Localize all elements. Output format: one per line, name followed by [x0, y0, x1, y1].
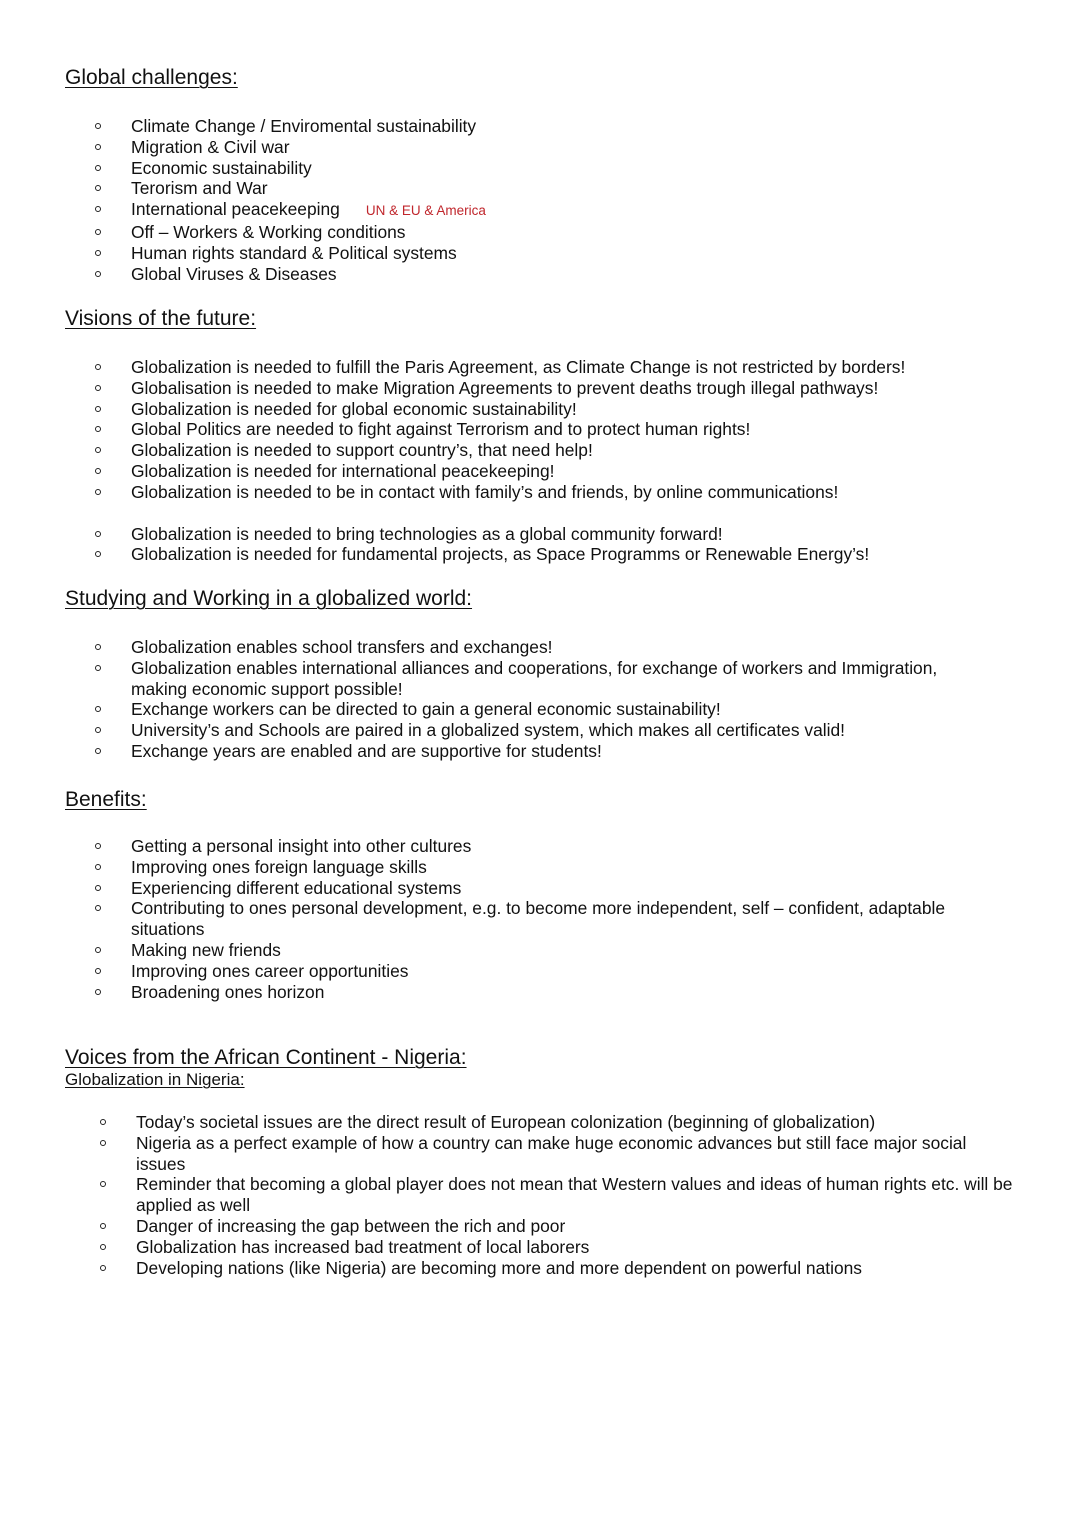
heading-global-challenges: Global challenges:	[65, 66, 238, 89]
bullet-icon	[95, 426, 101, 432]
bullet-icon	[95, 185, 101, 191]
list-item: Globalization is needed for fundamental projects, as Space Programms or Renewable Energy’s!	[131, 544, 905, 565]
bullet-icon	[95, 968, 101, 974]
bullet-icon	[100, 1265, 106, 1271]
list-item: Globalization is needed to support country’s, that need help!	[131, 440, 905, 461]
list-item: Globalization enables school transfers and exchanges!	[131, 637, 991, 658]
bullet-icon	[95, 364, 101, 370]
heading-benefits: Benefits:	[65, 788, 147, 811]
list-item: Improving ones career opportunities	[131, 961, 1001, 982]
list-item: Off – Workers & Working conditions	[131, 222, 486, 243]
list-benefits	[131, 836, 1001, 1002]
list-item: University’s and Schools are paired in a globalized system, which makes all certificates valid!	[131, 720, 991, 741]
bullet-icon	[95, 706, 101, 712]
bullet-icon	[95, 989, 101, 995]
list-item: Globalization is needed to bring technologies as a global community forward!	[131, 524, 905, 545]
bullet-icon	[95, 748, 101, 754]
heading-visions: Visions of the future:	[65, 307, 257, 330]
list-item: Migration & Civil war	[131, 137, 486, 158]
bullet-icon	[95, 271, 101, 277]
bullet-icon	[95, 250, 101, 256]
list-studying	[131, 637, 991, 762]
bullet-icon	[95, 489, 101, 495]
list-item: Experiencing different educational systems	[131, 878, 1001, 899]
bullet-icon	[95, 447, 101, 453]
list-item: Danger of increasing the gap between the rich and poor	[136, 1216, 1016, 1237]
bullet-icon	[100, 1119, 106, 1125]
list-item: Economic sustainability	[131, 158, 486, 179]
bullet-icon	[95, 123, 101, 129]
bullet-icon	[100, 1181, 106, 1187]
bullet-icon	[95, 905, 101, 911]
list-item: Globalisation is needed to make Migration Agreements to prevent deaths trough illegal pathways!	[131, 378, 905, 399]
list-item: Globalization is needed for international peacekeeping!	[131, 461, 905, 482]
list-item: Improving ones foreign language skills	[131, 857, 1001, 878]
list-item: Globalization is needed to fulfill the Paris Agreement, as Climate Change is not restricted by borders!	[131, 357, 905, 378]
list-visions	[131, 357, 905, 565]
bullet-icon	[95, 551, 101, 557]
heading-voices-nigeria: Voices from the African Continent - Nigeria:	[65, 1046, 467, 1069]
annotation-note: UN & EU & America	[365, 203, 486, 219]
bullet-icon	[100, 1244, 106, 1250]
list-item: Nigeria as a perfect example of how a country can make huge economic advances but still face major social issues	[136, 1133, 1016, 1175]
bullet-icon	[100, 1140, 106, 1146]
list-item: Getting a personal insight into other cultures	[131, 836, 1001, 857]
list-item: Developing nations (like Nigeria) are becoming more and more dependent on powerful nations	[136, 1258, 1016, 1279]
bullet-icon	[95, 864, 101, 870]
list-item: Human rights standard & Political systems	[131, 243, 486, 264]
list-item: International peacekeeping UN & EU & America	[131, 199, 486, 222]
list-item: Making new friends	[131, 940, 1001, 961]
bullet-icon	[95, 531, 101, 537]
bullet-icon	[95, 843, 101, 849]
subheading-globalization-nigeria: Globalization in Nigeria:	[65, 1070, 245, 1089]
heading-studying-working: Studying and Working in a globalized world:	[65, 587, 473, 610]
bullet-icon	[95, 165, 101, 171]
list-voices	[136, 1112, 1016, 1278]
list-item: Climate Change / Enviromental sustainability	[131, 116, 486, 137]
bullet-icon	[95, 885, 101, 891]
list-item: Globalization has increased bad treatment of local laborers	[136, 1237, 1016, 1258]
list-item: Globalization enables international alliances and cooperations, for exchange of workers and Immigration, making economic support possible!	[131, 658, 991, 700]
bullet-icon	[95, 229, 101, 235]
list-item: Global Viruses & Diseases	[131, 264, 486, 285]
bullet-icon	[95, 385, 101, 391]
list-item: Globalization is needed to be in contact with family’s and friends, by online communications!	[131, 482, 905, 503]
list-item: Contributing to ones personal development, e.g. to become more independent, self – confident, adaptable situations	[131, 898, 1001, 940]
bullet-icon	[95, 665, 101, 671]
bullet-icon	[95, 206, 101, 212]
bullet-icon	[95, 144, 101, 150]
list-item: Exchange years are enabled and are supportive for students!	[131, 741, 991, 762]
bullet-icon	[95, 644, 101, 650]
bullet-icon	[95, 406, 101, 412]
list-item: Reminder that becoming a global player does not mean that Western values and ideas of human rights etc. will be applied as well	[136, 1174, 1016, 1216]
bullet-icon	[95, 947, 101, 953]
list-item: Globalization is needed for global economic sustainability!	[131, 399, 905, 420]
list-global-challenges	[131, 116, 486, 284]
list-item: Terorism and War	[131, 178, 486, 199]
list-item: Broadening ones horizon	[131, 982, 1001, 1003]
list-item: Today’s societal issues are the direct result of European colonization (beginning of globalization)	[136, 1112, 1016, 1133]
bullet-icon	[95, 727, 101, 733]
bullet-icon	[95, 468, 101, 474]
list-item: Exchange workers can be directed to gain a general economic sustainability!	[131, 699, 991, 720]
bullet-icon	[100, 1223, 106, 1229]
list-spacer	[131, 503, 905, 524]
list-item: Global Politics are needed to fight against Terrorism and to protect human rights!	[131, 419, 905, 440]
